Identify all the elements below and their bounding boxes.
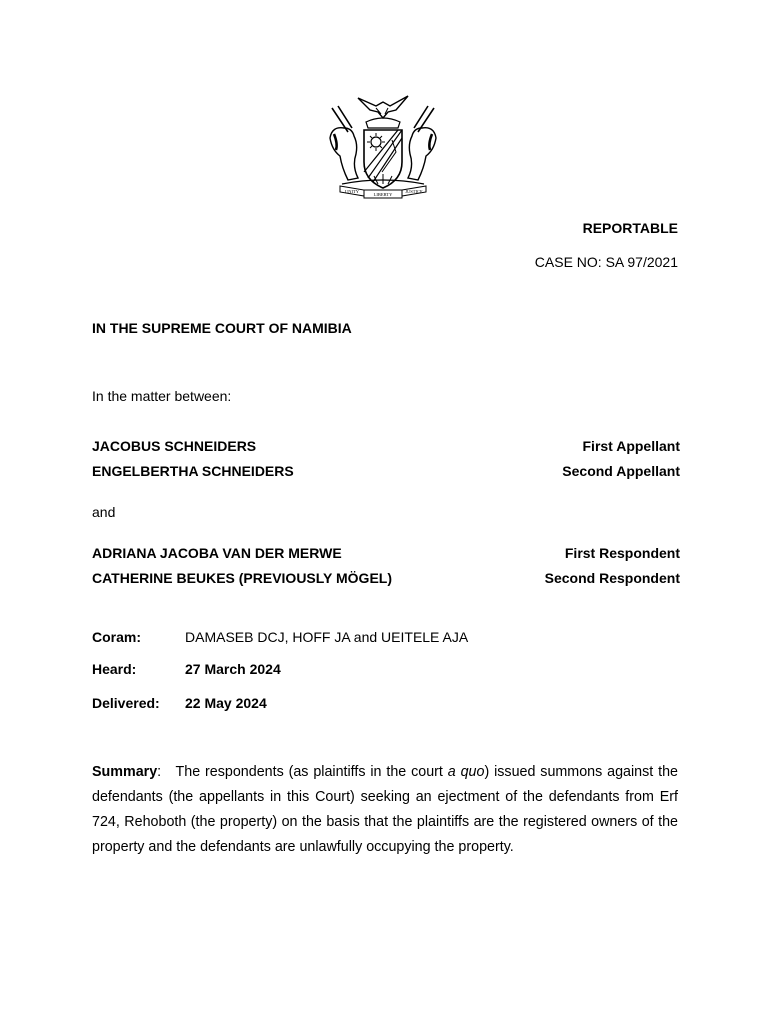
delivered-label: Delivered: xyxy=(92,695,160,711)
summary-italic: a quo xyxy=(447,764,485,780)
first-appellant-name: JACOBUS SCHNEIDERS xyxy=(92,438,257,454)
court-title: IN THE SUPREME COURT OF NAMIBIA xyxy=(92,320,352,336)
heard-label: Heard: xyxy=(92,661,137,677)
coram-label: Coram: xyxy=(92,629,142,645)
second-respondent-name: CATHERINE BEUKES (PREVIOUSLY MÖGEL) xyxy=(92,570,393,586)
reportable-label: REPORTABLE xyxy=(582,220,678,236)
case-number: CASE NO: SA 97/2021 xyxy=(534,254,678,270)
namibia-coat-of-arms-icon xyxy=(318,92,448,204)
motto-right: JUSTICE xyxy=(405,189,423,194)
delivered-value: 22 May 2024 xyxy=(185,695,267,711)
summary-text-before: The respondents (as plaintiffs in the court xyxy=(175,764,448,780)
summary-colon: : xyxy=(157,764,162,780)
summary-text-after: ) issued summons against the defendants (the appellants in this Court) seeking an ejectment of the defendants from Erf 724, Rehoboth (the property) on the basis that the plaintiffs are the registered owners of the property and the defendants are unlawfully occupying the property. xyxy=(92,764,678,855)
coram-value: DAMASEB DCJ, HOFF JA and UEITELE AJA xyxy=(185,629,469,645)
first-respondent-role: First Respondent xyxy=(564,545,680,561)
second-respondent-role: Second Respondent xyxy=(544,570,680,586)
first-appellant-role: First Appellant xyxy=(582,438,680,454)
summary-label: Summary xyxy=(92,764,158,780)
summary-paragraph xyxy=(92,760,678,860)
and-separator: and xyxy=(92,504,116,520)
second-appellant-role: Second Appellant xyxy=(562,463,680,479)
second-appellant-name: ENGELBERTHA SCHNEIDERS xyxy=(92,463,294,479)
first-respondent-name: ADRIANA JACOBA VAN DER MERWE xyxy=(92,545,342,561)
motto-left: UNITY xyxy=(345,189,359,194)
heard-value: 27 March 2024 xyxy=(185,661,281,677)
motto-center: LIBERTY xyxy=(373,192,393,197)
matter-intro: In the matter between: xyxy=(92,388,232,404)
